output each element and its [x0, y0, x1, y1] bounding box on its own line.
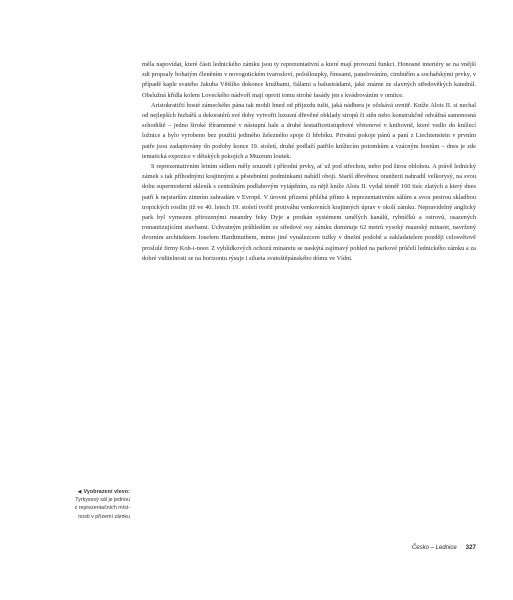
page-number: 327 [465, 544, 476, 551]
caption-line-1: Tyrkysový sál je jednou [75, 497, 130, 504]
caption-line-2: z reprezentačních míst- [74, 505, 130, 512]
paragraph-3: S reprezentativním letním sídlem měly souznět i přírodní prvky, ať už pod střechou, nebo pod širou oblohou. A právě lednický zámek s tak příhodnými krajinnými a pěstebními podmínkami nabídl obojí. Starší dřevěnou oranžerii nahradil velkorysý, na svou dobu supermoderní skleník s centrálním podlahovým vytápěním, za nějž kníže Alois II. vydal téměř 160 tisíc zlatých a který dnes patří k nejstarším zimním zahradám v Evropě. V úrovni přízemí přiléhá přímo k reprezentativním sálům a svou pestrou skladbou tropických rostlin již ve 40. letech 19. století tvořil protiváhu venkovních krajinných úprav v okolí zámku. Nepravidelný anglický park byl vymezen přirozenými meandry řeky Dyje a protkán systémem umělých kanálů, rybníčků a ostrovů, osazených romantizujícími stavbami. Úchvatným průhledům ze středové osy zámku dominuje 62 metrů vysoký maurský minaret, navržený dvorním architektem Josefem Hardtmuthem, mimo jiné vynálezcem tužky v dnešní podobě a zakladatelem později celosvětově proslulé firmy Koh-i-noor. Z vyhlídkových ochozů minaretu se naskýtá zajímavý pohled na parkové průčelí lednického zámku a za dobré viditelnosti se na horizontu rýsuje i silueta svatoštěpánského dómu ve Vídni. [142, 163, 476, 262]
running-title: Česko – Lednice [411, 545, 457, 551]
caption-heading: Vyobrazení vlevo: [83, 489, 130, 495]
paragraph-1: měla napovídat, které části lednického zámku jsou ty reprezentativní a které mají provozní funkci. Honosné interiéry se na vnější zdi propsaly bohatým členěním v novogotickém tvarosloví, pološloupky, římsami, panelováním, cimbuřím a sochařskými prvky, v případě kaple svatého Jakuba Většího dokonce kružbami, fiálami a balustrádami, jaké známe ze slavných středověkých katedrál. Obslužná křídla kolem Loveckého nádvoří mají oproti tomu strohé fasády jen s kvádrováním v omítce. [142, 61, 476, 99]
caption-line-3: ností v přízemí zámku [78, 513, 130, 520]
arrow-left-icon: ◀ [77, 489, 82, 495]
image-caption [22, 488, 130, 521]
body-text [142, 60, 476, 264]
paragraph-2: Aristokratičtí hosté zámeckého pána tak mohli hned od příjezdu tušit, jaká nádhera je očekává uvnitř. Kníže Alois II. si nechal od nejlepších řezbářů a dekoratérů své doby vytvořit luxusní dřevěné obklady stropů či stěn nebo konstrukčně odvážná samonosná schodiště – jedno široké tříramenné v nástupní hale a druhé šestatřicetistupňové vřetenové v knihovně, které vedlo do knížecí ložnice a bylo vyrobeno bez použití jediného železného spoje či hřebíku. Privátní pokoje pánů a paní z Liechtenstein v prvním patře jsou zadaptovány do podoby konce 19. století, druhé podlaží patřilo knížecím potomkům a vzácným hostům – dnes je zde tematická expozice v dětských pokojích a Muzeum loutek. [142, 101, 476, 160]
page-footer [376, 544, 476, 551]
